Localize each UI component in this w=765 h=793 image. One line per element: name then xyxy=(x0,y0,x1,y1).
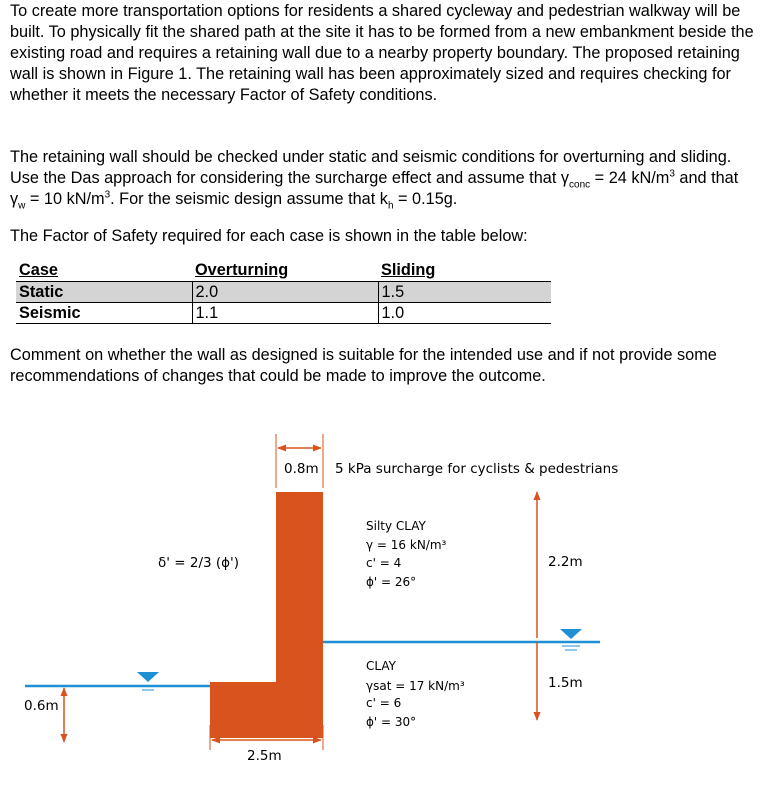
wall-base xyxy=(210,682,323,738)
conditions-text-c: and that γ xyxy=(10,169,739,208)
water-table-icon-left xyxy=(137,672,159,682)
upper-height-label: 2.2m xyxy=(548,554,583,570)
conditions-text-a: The retaining wall should be checked under static and seismic conditions for overturning and sliding. Use the Das approach for considering the surcharge effect and assume that γ xyxy=(10,148,732,187)
table-header-row xyxy=(16,260,551,282)
upper-soil-cohesion: c' = 4 xyxy=(366,556,402,570)
conditions-paragraph xyxy=(10,147,755,210)
cell-case: Seismic xyxy=(16,303,192,324)
stem-width-label: 0.8m xyxy=(284,461,319,477)
conditions-text-f: = 0.15g. xyxy=(393,190,458,208)
cell-overturning: 1.1 xyxy=(192,303,378,324)
intro-paragraph: To create more transportation options for residents a shared cycleway and pedestrian walkway will be built. To physically fit the shared path at the site it has to be formed from a new embankment beside the existing road and requires a retaining wall due to a nearby property boundary. The proposed retaining wall is shown in Figure 1. The retaining wall has been approximately sized and requires checking for whether it meets the necessary Factor of Safety conditions. xyxy=(10,2,754,104)
cell-sliding: 1.5 xyxy=(378,282,551,303)
upper-soil-name: Silty CLAY xyxy=(366,519,426,533)
table-row xyxy=(16,303,551,324)
upper-soil-phi: ϕ' = 26° xyxy=(366,575,417,589)
lower-soil-name: CLAY xyxy=(366,659,396,673)
cell-case: Static xyxy=(16,282,192,303)
cubed-superscript-2: 3 xyxy=(104,189,111,201)
surcharge-label: 5 kPa surcharge for cyclists & pedestrians xyxy=(335,461,619,477)
factor-of-safety-table xyxy=(16,260,551,324)
base-width-label: 2.5m xyxy=(247,748,282,764)
conditions-text-d: = 10 kN/m xyxy=(25,190,105,208)
table-intro-paragraph: The Factor of Safety required for each case is shown in the table below: xyxy=(10,227,528,245)
conc-subscript: conc xyxy=(569,179,591,191)
conditions-text-e: . For the seismic design assume that k xyxy=(110,190,388,208)
header-sliding: Sliding xyxy=(381,261,436,279)
conditions-text-b: = 24 kN/m xyxy=(590,169,670,187)
lower-soil-phi: ϕ' = 30° xyxy=(366,715,417,729)
table-row xyxy=(16,282,551,303)
cubed-superscript-1: 3 xyxy=(669,168,675,180)
cell-sliding: 1.0 xyxy=(378,303,551,324)
header-overturning: Overturning xyxy=(195,261,289,279)
w-subscript: w xyxy=(18,200,26,212)
cell-overturning: 2.0 xyxy=(192,282,378,303)
header-case: Case xyxy=(19,261,58,279)
lower-soil-gamma: γsat = 17 kN/m³ xyxy=(366,679,465,693)
comment-paragraph: Comment on whether the wall as designed is suitable for the intended use and if not provide some recommendations of changes that could be made to improve the outcome. xyxy=(10,346,717,385)
lower-soil-cohesion: c' = 6 xyxy=(366,696,402,710)
front-depth-label: 0.6m xyxy=(24,698,59,714)
water-table-icon-right xyxy=(560,629,582,639)
wall-friction-label: δ' = 2/3 (ϕ') xyxy=(158,555,240,571)
upper-soil-gamma: γ = 16 kN/m³ xyxy=(366,538,447,552)
retaining-wall-figure xyxy=(0,420,765,793)
lower-height-label: 1.5m xyxy=(548,675,583,691)
h-subscript: h xyxy=(387,200,394,212)
